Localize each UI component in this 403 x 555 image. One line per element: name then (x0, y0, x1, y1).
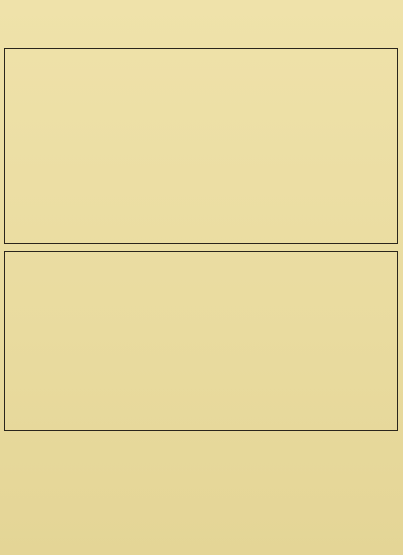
header (0, 8, 403, 36)
return-table (4, 251, 398, 431)
outbound-table (4, 48, 398, 244)
